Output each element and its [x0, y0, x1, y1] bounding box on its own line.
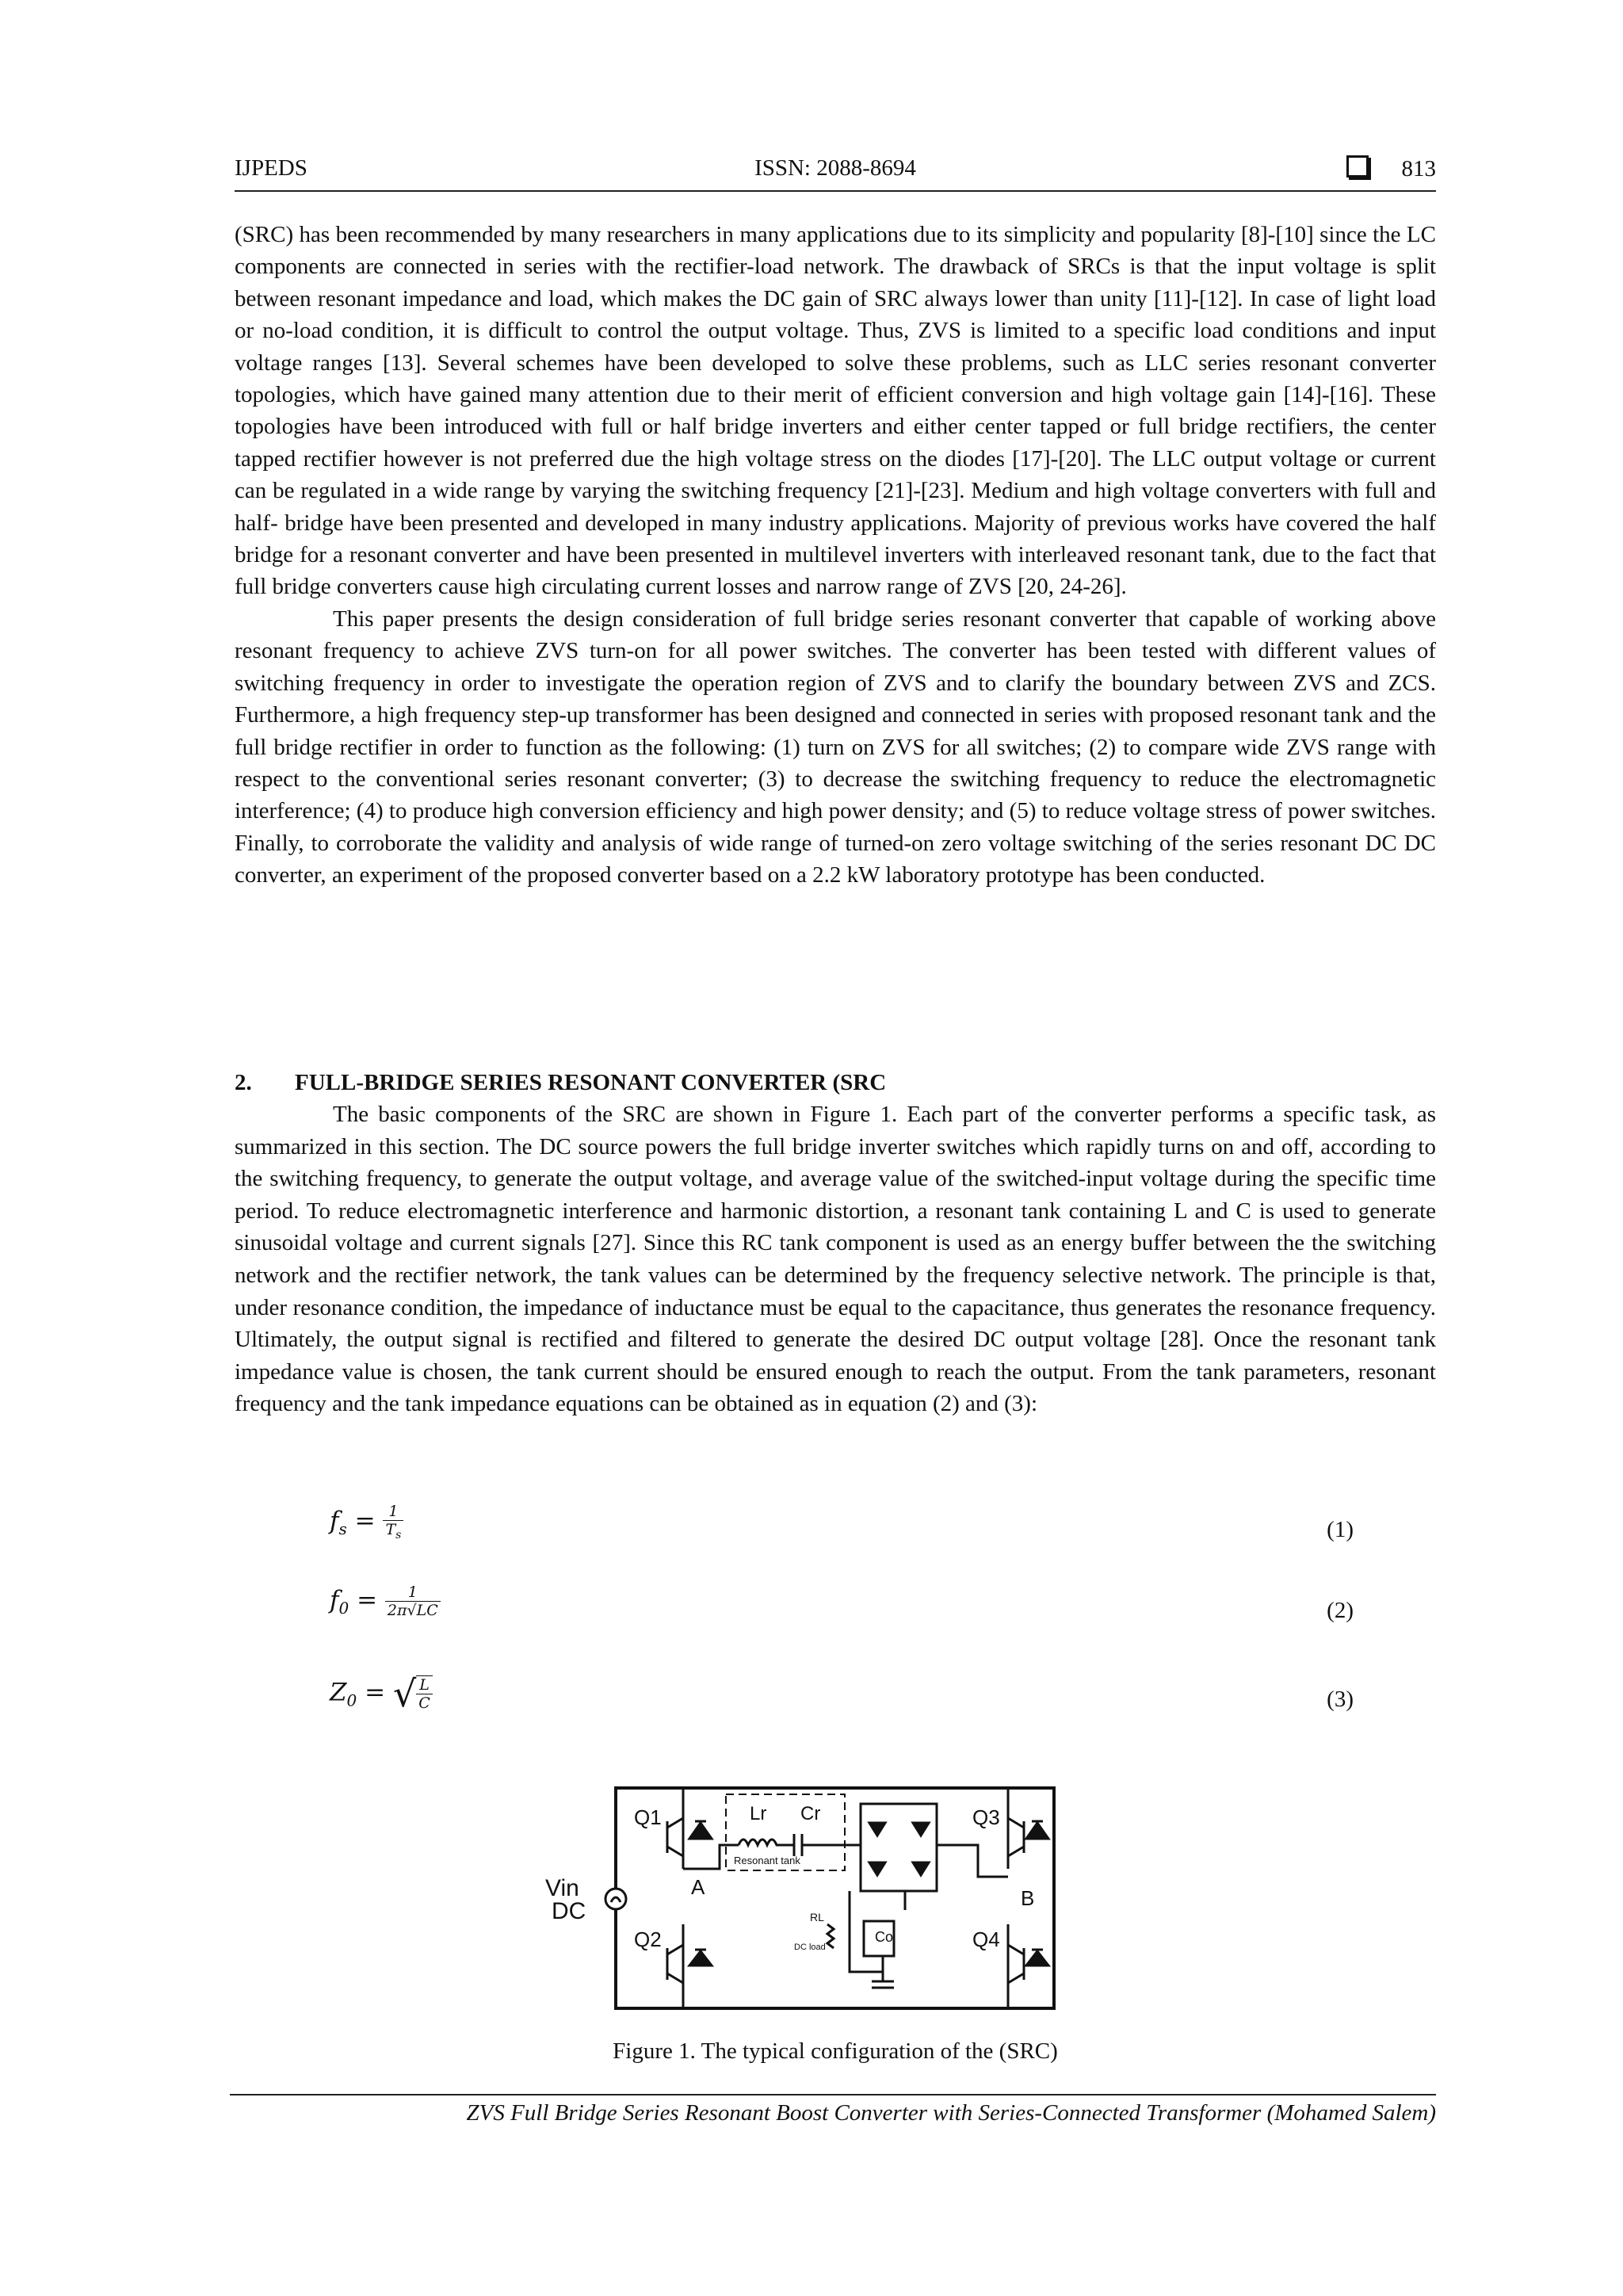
- issn: ISSN: 2088-8694: [754, 155, 916, 181]
- journal-name: IJPEDS: [235, 155, 307, 181]
- equation-3: [235, 1672, 1436, 1736]
- label-a: A: [691, 1875, 705, 1899]
- figure-caption: Figure 1. The typical configuration of the (SRC): [613, 2038, 1058, 2064]
- label-vin: Vin: [545, 1875, 579, 1901]
- paragraph: The basic components of the SRC are shown in Figure 1. Each part of the converter performs a specific task, as summarized in this section. The DC source powers the full bridge inverter switches which rapidly turns on and off, according to the switching frequency, to generate the output voltage, and average value of the switched-input voltage during the specific time period. To reduce electromagnetic interference and harmonic distortion, a resonant tank containing L and C is used to generate sinusoidal voltage and current signals [27]. Since this RC tank component is used as an energy buffer between the the switching network and the rectifier network, the tank values can be determined by the frequency selective network. The principle is that, under resonance condition, the impedance of inductance must be equal to the capacitance, thus generates the resonance frequency. Ultimately, the output signal is rectified and filtered to generate the desired DC output voltage [28]. Once the resonant tank impedance value is chosen, the tank current should be ensured enough to reach the output. From the tank parameters, resonant frequency and the tank impedance equations can be obtained as in equation (2) and (3):: [235, 1102, 1436, 1417]
- equation-number: (2): [1327, 1598, 1354, 1623]
- label-q3: Q3: [972, 1805, 1000, 1829]
- equation-1: [235, 1503, 1436, 1566]
- label-rl: RL: [810, 1911, 824, 1924]
- section-number: 2.: [235, 1070, 252, 1095]
- label-b: B: [1021, 1886, 1035, 1910]
- section-heading: [235, 1067, 1436, 1098]
- equation-number: (1): [1327, 1517, 1354, 1542]
- paragraph: (SRC) has been recommended by many researchers in many applications due to its simplicity and popularity [8]-[10] since the LC components are connected in series with the rectifier-load network. The drawback of SRCs is that the input voltage is split between resonant impedance and load, which makes the DC gain of SRC always lower than unity [11]-[12]. In case of light load or no-load condition, it is difficult to control the output voltage. Thus, ZVS is limited to a specific load conditions and input voltage ranges [13]. Several schemes have been developed to solve these problems, such as LLC series resonant converter topologies, which have gained many attention due to their merit of efficient conversion and high voltage gain [14]-[16]. These topologies have been introduced with full or half bridge inverters and either center tapped or full bridge rectifiers, the center tapped rectifier however is not preferred due the high voltage stress on the diodes [17]-[20]. The LLC output voltage or current can be regulated in a wide range by varying the switching frequency [21]-[23]. Medium and high voltage converters with full and half- bridge have been presented and developed in many industry applications. Majority of previous works have covered the half bridge for a resonant converter and have been presented in multilevel inverters with interleaved resonant tank, due to the fact that full bridge converters cause high circulating current losses and narrow range of ZVS [20, 24-26].: [235, 222, 1436, 600]
- equation-math: $f_0$ = $\frac{1}{2\pi√LC}$: [330, 1584, 441, 1619]
- label-lr: Lr: [750, 1803, 767, 1824]
- page-number: 813: [1401, 156, 1436, 181]
- equation-math: $f_s$ = $\frac{1}{T_s}$: [330, 1503, 403, 1541]
- label-resonant-tank: Resonant tank: [734, 1855, 800, 1866]
- label-cr: Cr: [800, 1803, 821, 1824]
- equation-math: $Z_0$ = √ $\frac{L}{C}$: [330, 1672, 433, 1715]
- paragraph: This paper presents the design consideration of full bridge series resonant converter that capable of working above resonant frequency to achieve ZVS turn-on for all power switches. The converter has been tested with different values of switching frequency in order to investigate the operation region of ZVS and to clarify the boundary between ZVS and ZCS. Furthermore, a high frequency step-up transformer has been designed and connected in series with proposed resonant tank and the full bridge rectifier in order to function as the following: (1) turn on ZVS for all switches; (2) to compare wide ZVS range with respect to the conventional series resonant converter; (3) to decrease the switching frequency to reduce the electromagnetic interference; (4) to produce high conversion efficiency and high power density; and (5) to reduce voltage stress of power switches. Finally, to corroborate the validity and analysis of wide range of turned-on zero voltage switching of the series resonant DC DC converter, an experiment of the proposed converter based on a 2.2 kW laboratory prototype has been conducted.: [235, 606, 1436, 888]
- label-q1: Q1: [634, 1805, 662, 1829]
- equation-number: (3): [1327, 1687, 1354, 1712]
- label-dc: DC: [552, 1898, 586, 1924]
- circuit-figure: [533, 1766, 1103, 2024]
- label-co: Co: [875, 1929, 894, 1945]
- page-number-group: [1346, 155, 1437, 182]
- running-footer: ZVS Full Bridge Series Resonant Boost Converter with Series-Connected Transformer (Mohamed Salem): [230, 2094, 1436, 2126]
- label-q4: Q4: [972, 1927, 1000, 1951]
- section-title: FULL-BRIDGE SERIES RESONANT CONVERTER (SRC: [295, 1070, 887, 1095]
- section-text: [235, 1098, 1436, 1420]
- src-circuit-diagram: [533, 1766, 1103, 2024]
- intro-text: [235, 219, 1436, 892]
- running-header: [235, 155, 1436, 192]
- checkbox-square-icon: [1346, 155, 1369, 178]
- label-q2: Q2: [634, 1927, 662, 1951]
- label-dc-load: DC load: [794, 1943, 826, 1952]
- equation-2: [235, 1584, 1436, 1647]
